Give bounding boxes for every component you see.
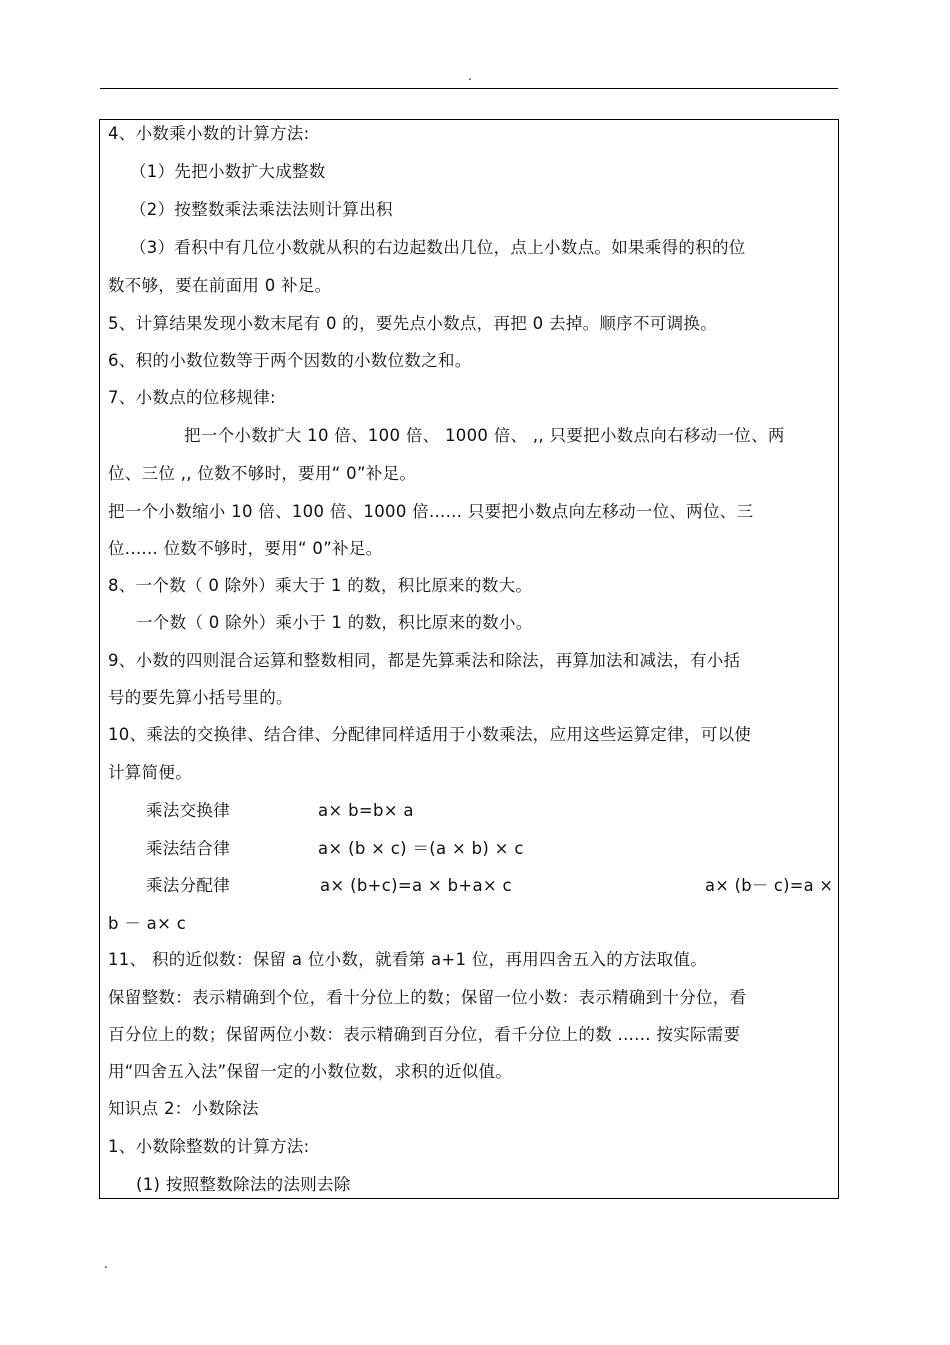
- law-formula: a× (b × c) ＝(a × b) × c: [318, 839, 524, 858]
- text-line: (1) 按照整数除法的法则去除: [136, 1175, 351, 1194]
- text-line: 9、小数的四则混合运算和整数相同，都是先算乘法和除法，再算加法和减法，有小括: [108, 651, 741, 670]
- law-formula: a× (b－ c)=a ×: [705, 876, 834, 895]
- text-line: （2）按整数乘法乘法法则计算出积: [130, 200, 393, 219]
- text-line: 号的要先算小括号里的。: [108, 688, 293, 707]
- text-line: 5、计算结果发现小数末尾有 0 的，要先点小数点，再把 0 去掉。顺序不可调换。: [108, 314, 717, 333]
- text-line: 把一个小数扩大 10 倍、100 倍、 1000 倍、 ,, 只要把小数点向右移动一位、两: [184, 426, 785, 445]
- text-line: 11、 积的近似数：保留 a 位小数，就看第 a+1 位，再用四舍五入的方法取值。: [108, 950, 708, 969]
- text-line: 位、三位 ,, 位数不够时，要用“ 0”补足。: [108, 464, 417, 483]
- text-line: 7、小数点的位移规律:: [108, 388, 276, 407]
- text-line: 4、小数乘小数的计算方法:: [108, 124, 310, 143]
- law-formula: a× b=b× a: [318, 801, 414, 820]
- text-line: 一个数（ 0 除外）乘小于 1 的数，积比原来的数小。: [136, 613, 533, 632]
- section-heading: 知识点 2：小数除法: [108, 1099, 259, 1118]
- text-line: （1）先把小数扩大成整数: [130, 162, 326, 181]
- law-name: 乘法分配律: [146, 876, 230, 895]
- text-line: 8、一个数（ 0 除外）乘大于 1 的数，积比原来的数大。: [108, 576, 533, 595]
- footer-mark: .: [104, 1257, 108, 1271]
- law-name: 乘法交换律: [146, 801, 230, 820]
- header-rule: [100, 88, 838, 89]
- law-formula: a× (b+c)=a × b+a× c: [320, 876, 512, 895]
- text-line: 百分位上的数；保留两位小数：表示精确到百分位，看千分位上的数 ...... 按实际需要: [108, 1025, 741, 1044]
- law-formula: b － a× c: [108, 914, 187, 933]
- text-line: 计算简便。: [108, 763, 192, 782]
- text-line: 1、小数除整数的计算方法:: [108, 1137, 310, 1156]
- text-line: 把一个小数缩小 10 倍、100 倍、1000 倍...... 只要把小数点向左移动一位、两位、三: [108, 502, 754, 521]
- text-line: 6、积的小数位数等于两个因数的小数位数之和。: [108, 351, 472, 370]
- text-line: 位...... 位数不够时，要用“ 0”补足。: [108, 539, 383, 558]
- text-line: 用“四舍五入法”保留一定的小数位数，求积的近似值。: [108, 1062, 513, 1081]
- text-line: 保留整数：表示精确到个位，看十分位上的数；保留一位小数：表示精确到十分位，看: [108, 988, 747, 1007]
- law-name: 乘法结合律: [146, 839, 230, 858]
- text-line: （3）看积中有几位小数就从积的右边起数出几位，点上小数点。如果乘得的积的位: [130, 238, 746, 257]
- header-mark: .: [468, 69, 472, 83]
- text-line: 数不够，要在前面用 0 补足。: [108, 276, 332, 295]
- text-line: 10、乘法的交换律、结合律、分配律同样适用于小数乘法，应用这些运算定律，可以使: [108, 725, 752, 744]
